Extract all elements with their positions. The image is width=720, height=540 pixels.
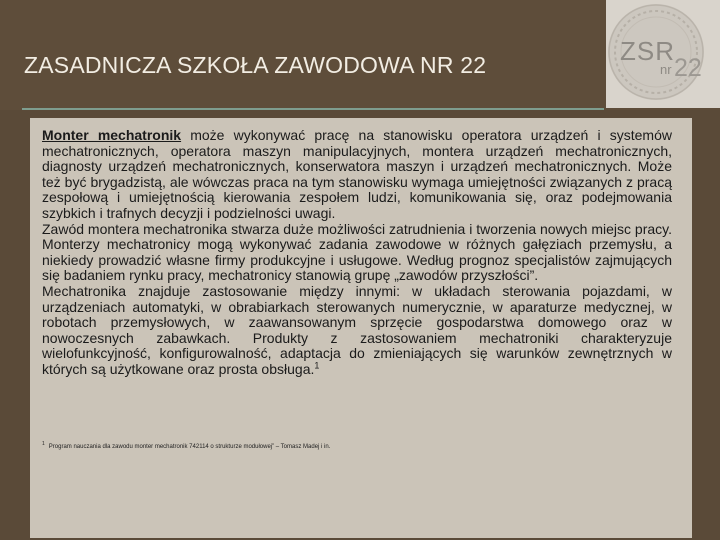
paragraph-1 [42, 128, 672, 222]
footnote-mark: 1 [42, 441, 45, 447]
school-logo [606, 0, 720, 108]
content-panel [30, 118, 692, 538]
footnote-text: Program nauczania dla zawodu monter mechatronik 742114 o strukturze modułowej” – Tomasz Madej i in. [48, 444, 331, 450]
paragraph-3 [42, 284, 672, 378]
logo-main-text: ZSR [620, 36, 675, 66]
term-highlight: Monter mechatronik [42, 127, 182, 143]
footnote [42, 440, 672, 451]
title-divider [22, 108, 604, 110]
logo-seal-icon [606, 0, 720, 108]
paragraph-2 [42, 222, 672, 284]
paragraph-1-text: może wykonywać pracę na stanowisku operatora urządzeń i systemów mechatronicznych, operatora maszyn manipulacyjnych, montera urządzeń mechatronicznych, diagnosty urządzeń mechatronicznych, konserwatora maszyn i urządzeń mechatronicznych. Może też być brygadzistą, ale wówczas praca na tym stanowisku wymaga umiejętności związanych z pracą zespołową i umiejętnością kierowania zespołem ludzi, komunikowania się, oraz podejmowania szybkich i trafnych decyzji i podzielności uwagi. [42, 127, 672, 221]
body-text [42, 128, 672, 378]
logo-sub-text: nr [660, 62, 672, 77]
page-title: ZASADNICZA SZKOŁA ZAWODOWA NR 22 [24, 52, 487, 78]
paragraph-3-text: Mechatronika znajduje zastosowanie między innymi: w układach sterowania pojazdami, w urządzeniach automatyki, w obrabiarkach sterowanych numerycznie, w aparaturze medycznej, w robotach przemysłowych, w zaawansowanym sprzęcie gospodarstwa domowego oraz w nowoczesnych zabawkach. Produkty z zastosowaniem mechatroniki charakteryzuje wielofunkcyjność, konfigurowalność, adaptacja do zmieniających się warunków zewnętrznych w których są użytkowane oraz prosta obsługa. [42, 282, 672, 377]
logo-number-text: 22 [674, 54, 702, 82]
paragraph-2-text: Zawód montera mechatronika stwarza duże możliwości zatrudnienia i tworzenia nowych miejsc pracy. Monterzy mechatronicy mogą wykonywać zadania zawodowe w różnych gałęziach przemysłu, a niekiedy prowadzić własne firmy produkcyjne i usługowe. Według prognoz specjalistów zajmujących się badaniem rynku pracy, mechatronicy stanowią grupę „zawodów przyszłości”. [42, 220, 672, 284]
footnote-ref: 1 [314, 360, 320, 371]
